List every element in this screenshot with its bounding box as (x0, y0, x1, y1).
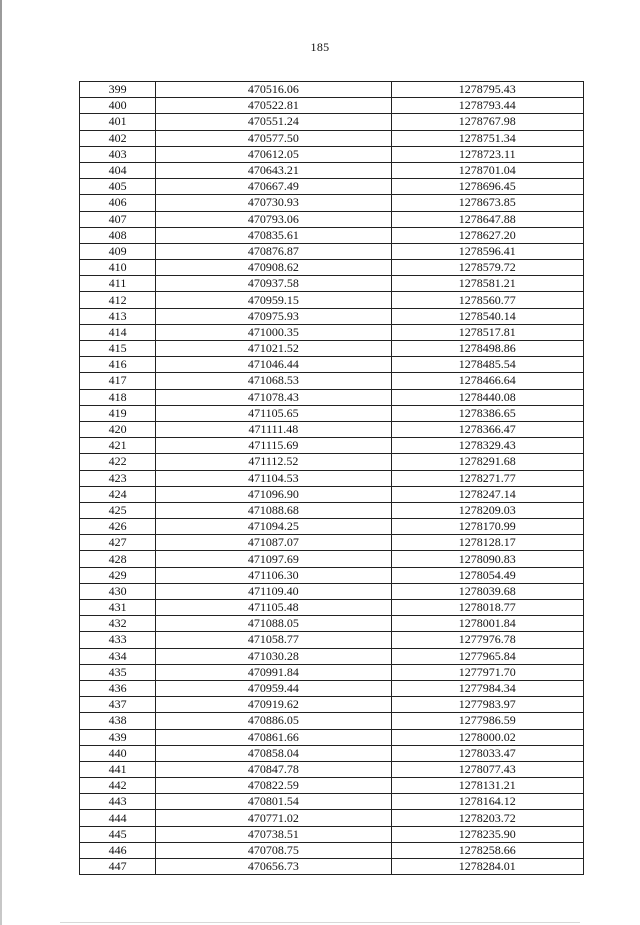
y-coordinate-cell: 1278627.20 (391, 227, 583, 243)
point-number-cell: 446 (80, 842, 156, 858)
x-coordinate-cell: 470858.04 (156, 745, 391, 761)
y-coordinate-cell: 1278560.77 (391, 292, 583, 308)
x-coordinate-cell: 470516.06 (156, 82, 391, 98)
y-coordinate-cell: 1278284.01 (391, 859, 583, 875)
y-coordinate-cell: 1278033.47 (391, 745, 583, 761)
table-row (80, 130, 584, 146)
point-number-cell: 402 (80, 130, 156, 146)
table-row (80, 146, 584, 162)
point-number-cell: 406 (80, 195, 156, 211)
x-coordinate-cell: 471088.68 (156, 502, 391, 518)
point-number-cell: 415 (80, 341, 156, 357)
x-coordinate-cell: 470886.05 (156, 713, 391, 729)
table-row (80, 389, 584, 405)
y-coordinate-cell: 1278723.11 (391, 146, 583, 162)
table-row (80, 162, 584, 178)
x-coordinate-cell: 470771.02 (156, 810, 391, 826)
x-coordinate-cell: 470959.44 (156, 680, 391, 696)
table-row (80, 713, 584, 729)
table-row (80, 308, 584, 324)
table-row (80, 697, 584, 713)
x-coordinate-cell: 470793.06 (156, 211, 391, 227)
y-coordinate-cell: 1278077.43 (391, 761, 583, 777)
table-row (80, 551, 584, 567)
y-coordinate-cell: 1278000.02 (391, 729, 583, 745)
point-number-cell: 438 (80, 713, 156, 729)
x-coordinate-cell: 470876.87 (156, 243, 391, 259)
x-coordinate-cell: 470551.24 (156, 114, 391, 130)
table-row (80, 179, 584, 195)
table-row (80, 82, 584, 98)
x-coordinate-cell: 471115.69 (156, 438, 391, 454)
point-number-cell: 414 (80, 324, 156, 340)
x-coordinate-cell: 471097.69 (156, 551, 391, 567)
scan-edge-line (60, 922, 580, 923)
point-number-cell: 403 (80, 146, 156, 162)
point-number-cell: 436 (80, 680, 156, 696)
x-coordinate-cell: 470908.62 (156, 260, 391, 276)
table-row (80, 616, 584, 632)
point-number-cell: 442 (80, 778, 156, 794)
table-row (80, 859, 584, 875)
x-coordinate-cell: 470738.51 (156, 826, 391, 842)
y-coordinate-cell: 1278170.99 (391, 519, 583, 535)
point-number-cell: 400 (80, 98, 156, 114)
y-coordinate-cell: 1278498.86 (391, 341, 583, 357)
table-row (80, 729, 584, 745)
scan-edge-shadow (0, 0, 2, 925)
point-number-cell: 410 (80, 260, 156, 276)
table-row (80, 470, 584, 486)
y-coordinate-cell: 1277971.70 (391, 664, 583, 680)
y-coordinate-cell: 1278673.85 (391, 195, 583, 211)
point-number-cell: 428 (80, 551, 156, 567)
y-coordinate-cell: 1277984.34 (391, 680, 583, 696)
table-row (80, 114, 584, 130)
x-coordinate-cell: 470847.78 (156, 761, 391, 777)
y-coordinate-cell: 1277983.97 (391, 697, 583, 713)
table-row (80, 227, 584, 243)
point-number-cell: 408 (80, 227, 156, 243)
y-coordinate-cell: 1278696.45 (391, 179, 583, 195)
x-coordinate-cell: 471087.07 (156, 535, 391, 551)
y-coordinate-cell: 1277965.84 (391, 648, 583, 664)
table-row (80, 195, 584, 211)
point-number-cell: 432 (80, 616, 156, 632)
x-coordinate-cell: 470835.61 (156, 227, 391, 243)
point-number-cell: 412 (80, 292, 156, 308)
table-row (80, 535, 584, 551)
point-number-cell: 434 (80, 648, 156, 664)
x-coordinate-cell: 471078.43 (156, 389, 391, 405)
table-row (80, 486, 584, 502)
y-coordinate-cell: 1278090.83 (391, 551, 583, 567)
y-coordinate-cell: 1278018.77 (391, 600, 583, 616)
y-coordinate-cell: 1278647.88 (391, 211, 583, 227)
point-number-cell: 441 (80, 761, 156, 777)
point-number-cell: 405 (80, 179, 156, 195)
x-coordinate-cell: 471105.65 (156, 405, 391, 421)
x-coordinate-cell: 471068.53 (156, 373, 391, 389)
point-number-cell: 404 (80, 162, 156, 178)
point-number-cell: 447 (80, 859, 156, 875)
x-coordinate-cell: 470656.73 (156, 859, 391, 875)
y-coordinate-cell: 1278440.08 (391, 389, 583, 405)
y-coordinate-cell: 1278540.14 (391, 308, 583, 324)
x-coordinate-cell: 471096.90 (156, 486, 391, 502)
table-row (80, 632, 584, 648)
x-coordinate-cell: 471046.44 (156, 357, 391, 373)
table-row (80, 664, 584, 680)
table-row (80, 680, 584, 696)
table-row (80, 243, 584, 259)
table-row (80, 794, 584, 810)
point-number-cell: 411 (80, 276, 156, 292)
table-row (80, 761, 584, 777)
coordinates-table-body (80, 82, 584, 875)
point-number-cell: 429 (80, 567, 156, 583)
y-coordinate-cell: 1277986.59 (391, 713, 583, 729)
point-number-cell: 433 (80, 632, 156, 648)
y-coordinate-cell: 1278291.68 (391, 454, 583, 470)
table-row (80, 454, 584, 470)
point-number-cell: 444 (80, 810, 156, 826)
table-row (80, 276, 584, 292)
y-coordinate-cell: 1278386.65 (391, 405, 583, 421)
x-coordinate-cell: 470577.50 (156, 130, 391, 146)
x-coordinate-cell: 471088.05 (156, 616, 391, 632)
y-coordinate-cell: 1278329.43 (391, 438, 583, 454)
x-coordinate-cell: 471000.35 (156, 324, 391, 340)
point-number-cell: 416 (80, 357, 156, 373)
table-row (80, 260, 584, 276)
table-row (80, 357, 584, 373)
x-coordinate-cell: 471058.77 (156, 632, 391, 648)
y-coordinate-cell: 1278517.81 (391, 324, 583, 340)
y-coordinate-cell: 1278366.47 (391, 421, 583, 437)
page-number: 185 (310, 40, 330, 54)
point-number-cell: 426 (80, 519, 156, 535)
x-coordinate-cell: 470708.75 (156, 842, 391, 858)
table-row (80, 373, 584, 389)
y-coordinate-cell: 1278596.41 (391, 243, 583, 259)
y-coordinate-cell: 1278581.21 (391, 276, 583, 292)
y-coordinate-cell: 1278793.44 (391, 98, 583, 114)
point-number-cell: 430 (80, 583, 156, 599)
table-row (80, 810, 584, 826)
table-row (80, 600, 584, 616)
x-coordinate-cell: 471021.52 (156, 341, 391, 357)
table-row (80, 826, 584, 842)
y-coordinate-cell: 1278131.21 (391, 778, 583, 794)
point-number-cell: 445 (80, 826, 156, 842)
y-coordinate-cell: 1278054.49 (391, 567, 583, 583)
table-row (80, 292, 584, 308)
x-coordinate-cell: 471109.40 (156, 583, 391, 599)
x-coordinate-cell: 470991.84 (156, 664, 391, 680)
y-coordinate-cell: 1278039.68 (391, 583, 583, 599)
coordinates-table (79, 81, 584, 875)
table-row (80, 842, 584, 858)
table-row (80, 324, 584, 340)
point-number-cell: 401 (80, 114, 156, 130)
table-row (80, 567, 584, 583)
x-coordinate-cell: 470937.58 (156, 276, 391, 292)
point-number-cell: 431 (80, 600, 156, 616)
point-number-cell: 440 (80, 745, 156, 761)
x-coordinate-cell: 470822.59 (156, 778, 391, 794)
y-coordinate-cell: 1278258.66 (391, 842, 583, 858)
point-number-cell: 420 (80, 421, 156, 437)
point-number-cell: 409 (80, 243, 156, 259)
x-coordinate-cell: 471094.25 (156, 519, 391, 535)
y-coordinate-cell: 1278247.14 (391, 486, 583, 502)
x-coordinate-cell: 470730.93 (156, 195, 391, 211)
y-coordinate-cell: 1277976.78 (391, 632, 583, 648)
y-coordinate-cell: 1278209.03 (391, 502, 583, 518)
table-row (80, 502, 584, 518)
x-coordinate-cell: 471104.53 (156, 470, 391, 486)
y-coordinate-cell: 1278001.84 (391, 616, 583, 632)
point-number-cell: 413 (80, 308, 156, 324)
x-coordinate-cell: 470861.66 (156, 729, 391, 745)
x-coordinate-cell: 470667.49 (156, 179, 391, 195)
table-row (80, 519, 584, 535)
y-coordinate-cell: 1278795.43 (391, 82, 583, 98)
x-coordinate-cell: 470801.54 (156, 794, 391, 810)
y-coordinate-cell: 1278485.54 (391, 357, 583, 373)
point-number-cell: 425 (80, 502, 156, 518)
y-coordinate-cell: 1278579.72 (391, 260, 583, 276)
point-number-cell: 419 (80, 405, 156, 421)
point-number-cell: 399 (80, 82, 156, 98)
x-coordinate-cell: 471111.48 (156, 421, 391, 437)
y-coordinate-cell: 1278271.77 (391, 470, 583, 486)
y-coordinate-cell: 1278164.12 (391, 794, 583, 810)
table-row (80, 648, 584, 664)
table-row (80, 745, 584, 761)
point-number-cell: 418 (80, 389, 156, 405)
x-coordinate-cell: 470643.21 (156, 162, 391, 178)
table-row (80, 438, 584, 454)
table-row (80, 98, 584, 114)
point-number-cell: 424 (80, 486, 156, 502)
table-row (80, 211, 584, 227)
x-coordinate-cell: 470612.05 (156, 146, 391, 162)
table-row (80, 405, 584, 421)
point-number-cell: 421 (80, 438, 156, 454)
y-coordinate-cell: 1278466.64 (391, 373, 583, 389)
table-row (80, 583, 584, 599)
y-coordinate-cell: 1278767.98 (391, 114, 583, 130)
point-number-cell: 437 (80, 697, 156, 713)
x-coordinate-cell: 471030.28 (156, 648, 391, 664)
x-coordinate-cell: 470959.15 (156, 292, 391, 308)
point-number-cell: 407 (80, 211, 156, 227)
point-number-cell: 427 (80, 535, 156, 551)
point-number-cell: 423 (80, 470, 156, 486)
y-coordinate-cell: 1278203.72 (391, 810, 583, 826)
point-number-cell: 439 (80, 729, 156, 745)
table-row (80, 778, 584, 794)
point-number-cell: 435 (80, 664, 156, 680)
table-row (80, 421, 584, 437)
x-coordinate-cell: 471105.48 (156, 600, 391, 616)
point-number-cell: 417 (80, 373, 156, 389)
x-coordinate-cell: 470919.62 (156, 697, 391, 713)
y-coordinate-cell: 1278701.04 (391, 162, 583, 178)
x-coordinate-cell: 471106.30 (156, 567, 391, 583)
y-coordinate-cell: 1278128.17 (391, 535, 583, 551)
x-coordinate-cell: 470975.93 (156, 308, 391, 324)
x-coordinate-cell: 471112.52 (156, 454, 391, 470)
table-row (80, 341, 584, 357)
y-coordinate-cell: 1278751.34 (391, 130, 583, 146)
point-number-cell: 443 (80, 794, 156, 810)
point-number-cell: 422 (80, 454, 156, 470)
x-coordinate-cell: 470522.81 (156, 98, 391, 114)
y-coordinate-cell: 1278235.90 (391, 826, 583, 842)
